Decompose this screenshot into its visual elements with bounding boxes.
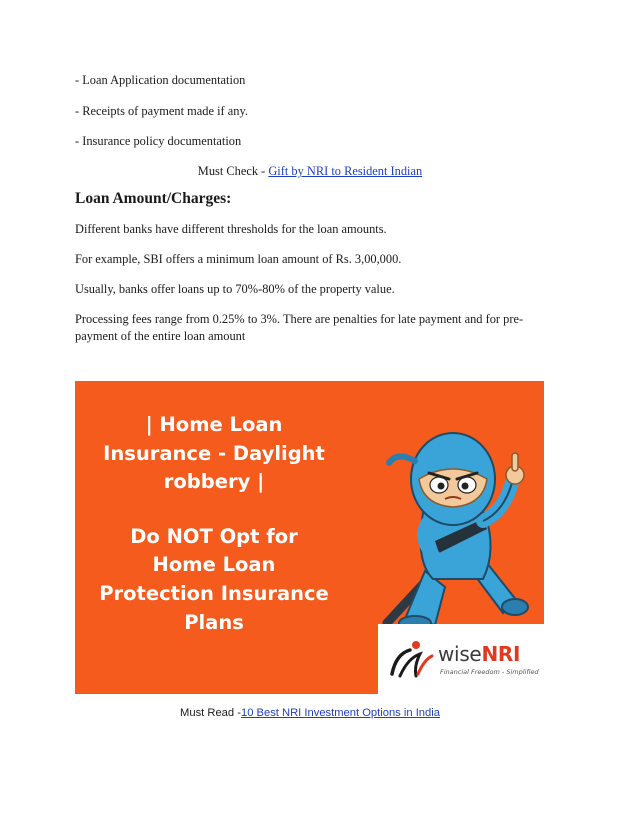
doc-list-item-insurance: - Insurance policy documentation bbox=[75, 134, 242, 148]
banner-line: Protection Insurance bbox=[99, 581, 329, 605]
banner-line: Home Loan bbox=[152, 553, 276, 577]
must-read-line bbox=[75, 706, 545, 721]
wisenri-logo-wordmark: wiseNRI bbox=[438, 642, 521, 666]
banner-headline bbox=[89, 411, 339, 637]
wisenri-logo-mark-icon bbox=[386, 638, 434, 678]
paragraph-loan-to-value: Usually, banks offer loans up to 70%-80% of the property value. bbox=[75, 282, 395, 296]
doc-list-item-loan-application: - Loan Application documentation bbox=[75, 73, 246, 87]
must-read-prefix: Must Read - bbox=[180, 707, 241, 719]
wisenri-logo-tagline: Financial Freedom - Simplified bbox=[440, 668, 539, 676]
banner-line: Insurance - Daylight bbox=[103, 441, 325, 465]
paragraph-thresholds: Different banks have different thresholds for the loan amounts. bbox=[75, 222, 387, 236]
must-check-line bbox=[75, 163, 545, 180]
paragraph-processing-fees: Processing fees range from 0.25% to 3%. There are penalties for late payment and for pre-payment of the entire loan amount bbox=[75, 312, 524, 343]
banner-line: Do NOT Opt for bbox=[130, 524, 298, 548]
banner-line: Plans bbox=[184, 610, 244, 634]
home-loan-insurance-banner bbox=[75, 381, 544, 694]
doc-list-item-receipts: - Receipts of payment made if any. bbox=[75, 104, 248, 118]
paragraph-sbi-example: For example, SBI offers a minimum loan amount of Rs. 3,00,000. bbox=[75, 252, 402, 266]
ninja-mascot-illustration bbox=[375, 401, 544, 641]
banner-line: robbery | bbox=[163, 470, 265, 494]
gift-by-nri-link[interactable]: Gift by NRI to Resident Indian bbox=[268, 164, 423, 178]
best-nri-investment-options-link[interactable]: 10 Best NRI Investment Options in India bbox=[240, 707, 440, 719]
wisenri-logo bbox=[378, 624, 544, 694]
banner-line: | Home Loan bbox=[145, 413, 283, 436]
section-heading-loan-amount: Loan Amount/Charges: bbox=[75, 190, 232, 207]
must-check-prefix: Must Check - bbox=[197, 164, 269, 178]
